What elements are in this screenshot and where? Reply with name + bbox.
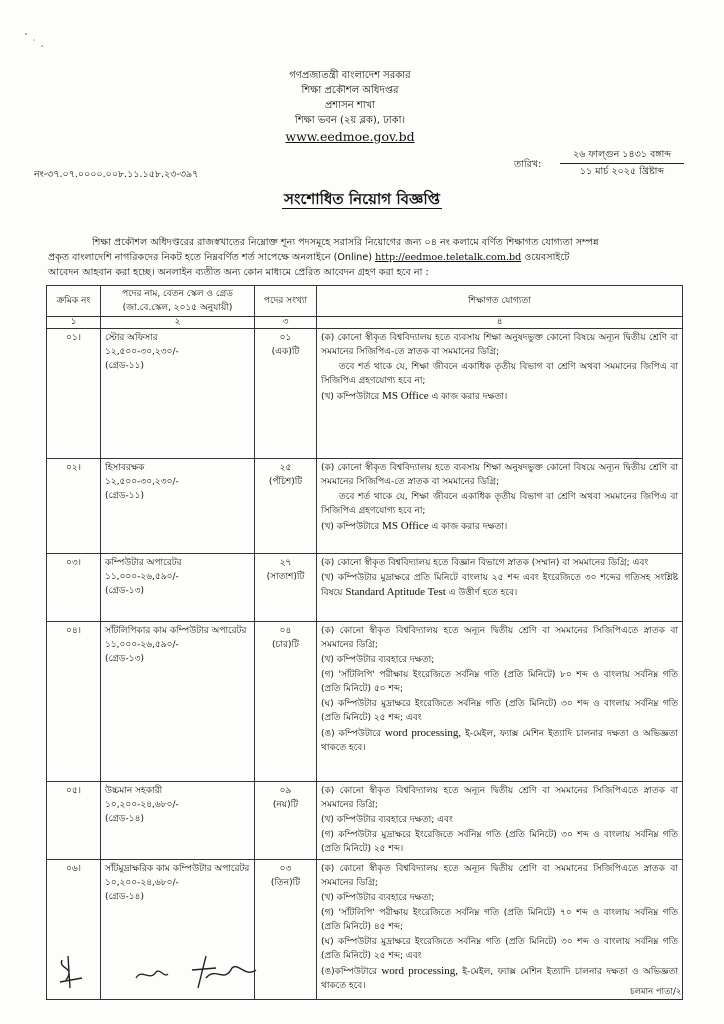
office-header bbox=[250, 68, 450, 144]
row-serial: ০৫। bbox=[47, 782, 101, 860]
qualification-text: এ কাজ করার দক্ষতা। bbox=[428, 392, 508, 402]
notice-title: সংশোধিত নিয়োগ বিজ্ঞপ্তি bbox=[284, 190, 440, 208]
table-row bbox=[47, 459, 683, 554]
column-index: ২ bbox=[101, 317, 255, 329]
count-cell bbox=[255, 622, 317, 782]
signature-scribble bbox=[192, 956, 256, 988]
qualification-item: (ক) কোনো স্বীকৃত বিশ্ববিদ্যালয় হতে ব্যবসায় শিক্ষা অনুষদভুক্ত কোনো বিষয়ে অন্যূন দ্বিতীয় শ্রেণি বা সমমানের সিজিপিএ-তে স্নাতক বা সমমানের ডিগ্রি; bbox=[321, 463, 678, 487]
post-name: সাঁটলিপিকার কাম কম্পিউটার অপারেটর bbox=[105, 626, 247, 636]
qualification-text: ই-মেইল, ফ্যাক্স মেশিন ইত্যাদি চালনার দক্ষতা ও অভিজ্ঞতা থাকতে হবে। bbox=[321, 729, 678, 753]
qualification-item: (গ) 'সাঁটলিপি' পরীক্ষায় ইংরেজিতে সর্বনিম্ন গতি (প্রতি মিনিটে) ৮০ শব্দ ও বাংলায় সর্বনিম্ন গতি (প্রতি মিনিটে) ৫০ শব্দ; bbox=[321, 670, 678, 694]
grade: (গ্রেড-১৩) bbox=[105, 654, 144, 664]
post-count-words: (এক)টি bbox=[271, 347, 300, 357]
qualification-condition: তবে শর্ত থাকে যে, শিক্ষা জীবনে একাধিক তৃতীয় বিভাগ বা শ্রেণি অথবা সমমানের জিপিএ বা সিজিপিএ গ্রহণযোগ্য হবে না; bbox=[321, 492, 678, 516]
row-serial: ০১। bbox=[47, 329, 101, 459]
qualification-text: (ঙ) কম্পিউটারে bbox=[321, 729, 385, 739]
pay-scale: ১২,৫০০-৩০,২৩০/- bbox=[105, 347, 179, 357]
qualification-cell bbox=[317, 329, 683, 459]
date-bangla: ২৬ ফাল্গুন ১৪৩১ বঙ্গাব্দ bbox=[573, 149, 671, 160]
qualification-text: ই-মেইল, ফ্যাক্স মেশিন ইত্যাদি চালনার দক্ষতা ও অভিজ্ঞতা থাকতে হবে। bbox=[321, 967, 679, 991]
post-count: ২৭ bbox=[279, 558, 292, 568]
qualification-item: (ক) কোনো স্বীকৃত বিশ্ববিদ্যালয় হতে বিজ্ঞান বিভাগে স্নাতক (সম্মান) বা সমমানের ডিগ্রি; এবং bbox=[321, 558, 649, 568]
qualification-text: (ঙ)কম্পিউটারে bbox=[321, 967, 382, 977]
count-cell bbox=[255, 782, 317, 860]
scan-speck bbox=[20, 28, 60, 88]
qualification-cell bbox=[317, 860, 683, 1000]
header-line-govt: গণপ্রজাতন্ত্রী বাংলাদেশ সরকার bbox=[289, 70, 411, 81]
notice-title-wrap bbox=[0, 188, 724, 213]
table-row bbox=[47, 554, 683, 622]
qualification-cell bbox=[317, 554, 683, 622]
intro-line-2a: প্রকৃত বাংলাদেশি নাগরিকদের নিকট হতে নিম্নবর্ণিত শর্ত সাপেক্ষে অনলাইনে (Online) bbox=[48, 252, 376, 263]
post-count-words: (সাতাশ)টি bbox=[266, 572, 305, 582]
qualification-item: (খ) কম্পিউটার ব্যবহারে দক্ষতা; এবং bbox=[321, 815, 453, 825]
qualification-english: word processing, bbox=[384, 727, 462, 739]
qualification-item: (ক) কোনো স্বীকৃত বিশ্ববিদ্যালয় হতে অন্যূন দ্বিতীয় শ্রেণি বা সমমানের সিজিপিএতে স্নাতক বা সমমানের ডিগ্রি; bbox=[321, 786, 678, 810]
qualification-item: (খ) কম্পিউটার ব্যবহারে দক্ষতা; bbox=[321, 655, 435, 665]
grade: (গ্রেড-১৪) bbox=[105, 814, 144, 824]
row-serial: ০৩। bbox=[47, 554, 101, 622]
post-cell bbox=[101, 782, 255, 860]
post-count: ০৪ bbox=[279, 626, 292, 636]
initial-mark-1 bbox=[60, 956, 82, 988]
website-link[interactable]: www.eedmoe.gov.bd bbox=[285, 129, 415, 144]
row-serial: ০৪। bbox=[47, 622, 101, 782]
intro-line-2b: ওয়েবসাইটে bbox=[521, 252, 570, 263]
pay-scale: ১০,২০০-২৪,৬৮০/- bbox=[105, 800, 179, 810]
vacancy-table bbox=[46, 285, 683, 1000]
pay-scale: ১১,০০০-২৬,৫৯০/- bbox=[105, 572, 179, 582]
date-label: তারিখ: bbox=[514, 159, 542, 170]
qualification-cell bbox=[317, 782, 683, 860]
qualification-item bbox=[321, 726, 678, 755]
column-index: ১ bbox=[47, 317, 101, 329]
qualification-cell bbox=[317, 459, 683, 554]
post-count: ০১ bbox=[279, 333, 292, 343]
pay-scale: ১১,০০০-২৬,৫৯০/- bbox=[105, 640, 179, 650]
header-line-dept: শিক্ষা প্রকৌশল অধিদপ্তর bbox=[301, 85, 399, 96]
grade: (গ্রেড-১৪) bbox=[105, 892, 144, 902]
qualification-cell bbox=[317, 622, 683, 782]
grade: (গ্রেড-১১) bbox=[105, 491, 144, 501]
qualification-item bbox=[321, 571, 678, 600]
intro-line-2 bbox=[48, 250, 678, 265]
intro-line-3: আবেদন আহবান করা হচ্ছে। অনলাইন ব্যতীত অন্য কোন মাধ্যমে প্রেরিত আবেদন গ্রহণ করা হবে না : bbox=[48, 267, 429, 278]
row-serial: ০৬। bbox=[47, 860, 101, 1000]
column-index: ৩ bbox=[255, 317, 317, 329]
count-cell bbox=[255, 329, 317, 459]
qualification-english: MS Office bbox=[382, 520, 429, 532]
qualification-condition: তবে শর্ত থাকে যে, শিক্ষা জীবনে একাধিক তৃতীয় বিভাগ বা শ্রেণি অথবা সমমানের জিপিএ বা সিজিপিএ গ্রহণযোগ্য হবে না; bbox=[321, 362, 678, 386]
header-post: পদের নাম, বেতন স্কেল ও গ্রেড (জা.বে.স্কেল, ২০১৫ অনুযায়ী) bbox=[101, 286, 255, 317]
qualification-item: (গ) কম্পিউটার মুদ্রাক্ষরে ইংরেজিতে সর্বনিম্ন গতি (প্রতি মিনিটে) ৩০ শব্দ ও বাংলায় সর্বনিম্ন গতি (প্রতি মিনিটে) ২৫ শব্দ। bbox=[321, 830, 678, 854]
table-header-row bbox=[47, 286, 683, 317]
post-count-words: (তিন)টি bbox=[270, 878, 301, 888]
qualification-item bbox=[321, 389, 678, 404]
post-cell bbox=[101, 622, 255, 782]
intro-line-1: শিক্ষা প্রকৌশল অধিদপ্তরের রাজস্বখাতের নিম্নোক্ত শূন্য পদসমূহে সরাসরি নিয়োগের জন্য ০৪ নং কলামে বর্ণিত শিক্ষাগত যোগ্যতা সম্পন্ন bbox=[92, 237, 599, 248]
grade: (গ্রেড-১১) bbox=[105, 361, 144, 371]
post-name: সাঁটমুদ্রাক্ষরিক কাম কম্পিউটার অপারেটর bbox=[105, 864, 250, 874]
initial-mark-2 bbox=[136, 971, 168, 978]
header-line-branch: প্রশাসন শাখা bbox=[324, 100, 376, 111]
qualification-english: Standard Aptitude Test bbox=[345, 586, 446, 598]
row-serial: ০২। bbox=[47, 459, 101, 554]
qualification-item bbox=[321, 964, 678, 993]
continued-note: চলমান পাতা/২ bbox=[630, 987, 682, 997]
qualification-english: MS Office bbox=[382, 390, 429, 402]
post-name: হিসাবরক্ষক bbox=[105, 463, 145, 473]
qualification-item: (ক) কোনো স্বীকৃত বিশ্ববিদ্যালয় হতে অন্যূন দ্বিতীয় শ্রেণি বা সমমানের সিজিপিএতে স্নাতক বা সমমানের ডিগ্রি; bbox=[321, 864, 678, 888]
pay-scale: ১২,৫০০-৩০,২৩০/- bbox=[105, 477, 179, 487]
post-name: স্টোর অফিসার bbox=[105, 333, 158, 343]
qualification-text: (খ) কম্পিউটারে bbox=[321, 392, 383, 402]
header-qualification: শিক্ষাগত যোগ্যতা bbox=[317, 286, 683, 317]
post-count-words: (পঁচিশ)টি bbox=[268, 477, 303, 487]
header-serial: ক্রমিক নং bbox=[47, 286, 101, 317]
post-cell bbox=[101, 554, 255, 622]
post-name: কম্পিউটার অপারেটর bbox=[105, 558, 182, 568]
column-index-row bbox=[47, 317, 683, 329]
header-count: পদের সংখ্যা bbox=[255, 286, 317, 317]
qualification-english: word processing, bbox=[381, 965, 458, 977]
qualification-item: (খ) কম্পিউটার ব্যবহারে দক্ষতা; bbox=[321, 893, 435, 903]
post-count: ০৯ bbox=[279, 786, 292, 796]
post-count-words: (চার)টি bbox=[272, 640, 299, 650]
table-row bbox=[47, 782, 683, 860]
memo-number: নং-৩৭.০৭.০০০০.০০৮.১১.১৫৮.২৩-৩৯৭ bbox=[34, 169, 199, 180]
post-cell bbox=[101, 329, 255, 459]
qualification-item: (ক) কোনো স্বীকৃত বিশ্ববিদ্যালয় হতে ব্যবসায় শিক্ষা অনুষদভুক্ত কোনো বিষয়ে অন্যূন দ্বিতীয় শ্রেণি বা সমমানের সিজিপিএ-তে স্নাতক বা সমমানের ডিগ্রি; bbox=[321, 333, 678, 357]
count-cell bbox=[255, 459, 317, 554]
post-count: ২৫ bbox=[279, 463, 292, 473]
header-line-address: শিক্ষা ভবন (২য় ব্লক), ঢাকা। bbox=[294, 115, 406, 126]
qualification-text: (খ) কম্পিউটারে bbox=[321, 522, 383, 532]
post-cell bbox=[101, 459, 255, 554]
qualification-item: (গ) 'সাঁটলিপি' পরীক্ষায় ইংরেজিতে সর্বনিম্ন গতি (প্রতি মিনিটে) ৭০ শব্দ ও বাংলায় সর্বনিম্ন গতি (প্রতি মিনিটে) ৪৫ শব্দ; bbox=[321, 908, 678, 932]
post-name: উচ্চমান সহকারী bbox=[105, 786, 163, 796]
qualification-item bbox=[321, 519, 678, 534]
column-index: ৪ bbox=[317, 317, 683, 329]
count-cell bbox=[255, 554, 317, 622]
post-count: ০৩ bbox=[279, 864, 292, 874]
post-count-words: (নয়)টি bbox=[272, 800, 299, 810]
table-row bbox=[47, 329, 683, 459]
grade: (গ্রেড-১৩) bbox=[105, 586, 144, 596]
date-english: ১১ মার্চ ২০২৫ খ্রিষ্টাব্দ bbox=[579, 166, 665, 177]
intro-paragraph bbox=[48, 235, 678, 280]
qualification-item: (ঘ) কম্পিউটার মুদ্রাক্ষরে ইংরেজিতে সর্বনিম্ন গতি (প্রতি মিনিটে) ৩০ শব্দ ও বাংলায় সর্বনিম্ন গতি (প্রতি মিনিটে) ২৫ শব্দ; এবং bbox=[321, 699, 678, 723]
signature-initials bbox=[56, 948, 266, 998]
qualification-item: (ঘ) কম্পিউটার মুদ্রাক্ষরে ইংরেজিতে সর্বনিম্ন গতি (প্রতি মিনিটে) ৩০ শব্দ ও বাংলায় সর্বনিম্ন গতি (প্রতি মিনিটে) ২৫ শব্দ; এবং bbox=[321, 937, 678, 961]
date-divider bbox=[560, 163, 684, 164]
qualification-text: এ উত্তীর্ণ হতে হবে। bbox=[445, 588, 518, 598]
application-url-link[interactable]: http://eedmoe.teletalk.com.bd bbox=[375, 252, 522, 263]
qualification-text: (খ) কম্পিউটার মুদ্রাক্ষরে প্রতি মিনিটে বাংলায় ২৫ শব্দ এবং ইংরেজিতে ৩০ শব্দের গতিসহ সংশ্লিষ্ট বিষয়ে bbox=[321, 573, 678, 598]
pay-scale: ১০,২০০-২৪,৬৮০/- bbox=[105, 878, 179, 888]
qualification-text: এ কাজ করার দক্ষতা। bbox=[428, 522, 508, 532]
table-row bbox=[47, 622, 683, 782]
qualification-item: (ক) কোনো স্বীকৃত বিশ্ববিদ্যালয় হতে অন্যূন দ্বিতীয় শ্রেণি বা সমমানের সিজিপিএতে স্নাতক বা সমমানের ডিগ্রি; bbox=[321, 626, 678, 650]
